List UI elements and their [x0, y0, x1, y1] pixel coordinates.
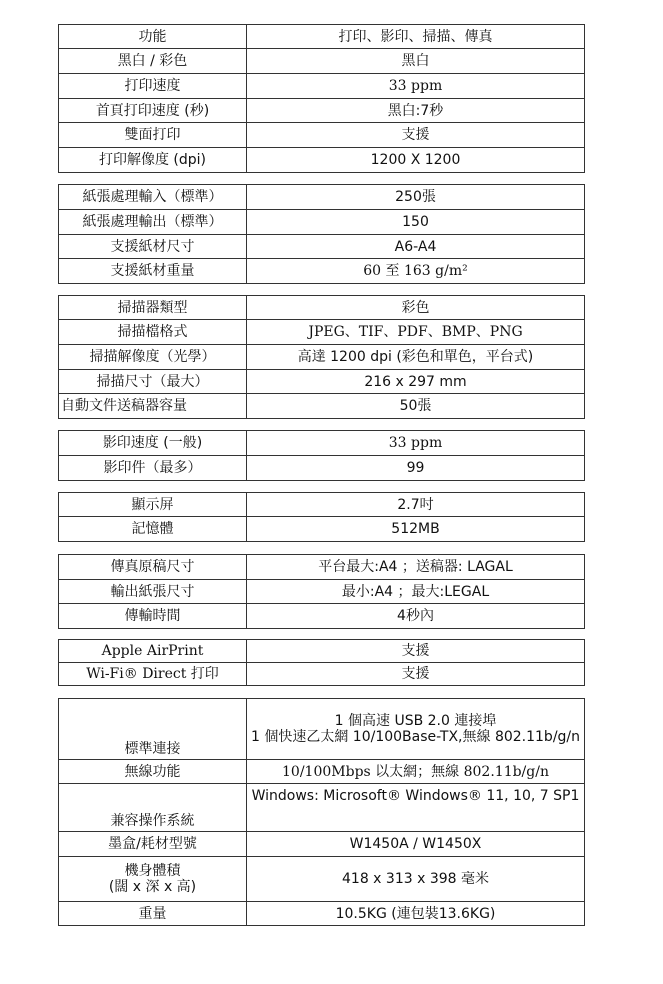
- table-row: [59, 760, 585, 784]
- spec-label-line: (闊 x 深 x 高): [108, 879, 197, 895]
- spec-value: A6-A4: [247, 235, 585, 259]
- spec-value: 彩色: [247, 296, 585, 320]
- spec-table-scan: [58, 295, 585, 419]
- table-row: [59, 99, 585, 123]
- table-row: [59, 580, 585, 604]
- spec-label: 首頁打印速度 (秒): [59, 99, 247, 123]
- spec-label: 雙面打印: [59, 123, 247, 148]
- table-row: [59, 123, 585, 148]
- spec-value: 最小:A4 ；最大:LEGAL: [247, 580, 585, 604]
- spec-value: Windows: Microsoft® Windows® 11, 10, 7 SP1: [247, 784, 585, 832]
- spec-label: 重量: [59, 902, 247, 926]
- table-row: [59, 235, 585, 259]
- table-row: [59, 857, 585, 902]
- table-row: [59, 345, 585, 370]
- spec-value: 216 x 297 mm: [247, 370, 585, 394]
- table-row: [59, 394, 585, 419]
- table-row: [59, 555, 585, 580]
- table-row: [59, 431, 585, 456]
- spec-value: 10/100Mbps 以太網；無線 802.11b/g/n: [247, 760, 585, 784]
- table-row: [59, 604, 585, 629]
- spec-value-line: 1 個高速 USB 2.0 連接埠: [334, 713, 497, 729]
- spec-label: 墨盒/耗材型號: [59, 832, 247, 857]
- spec-value: 2.7吋: [247, 493, 585, 517]
- table-row: [59, 25, 585, 49]
- spec-label: 無線功能: [59, 760, 247, 784]
- spec-value: 支援: [247, 663, 585, 686]
- spec-value: 支援: [247, 123, 585, 148]
- table-row: [59, 49, 585, 74]
- spec-table-mobile-print: [58, 639, 585, 686]
- spec-value: 33 ppm: [247, 74, 585, 99]
- spec-value: 4秒內: [247, 604, 585, 629]
- spec-label: 掃描器類型: [59, 296, 247, 320]
- spec-label: 打印解像度 (dpi): [59, 148, 247, 173]
- spec-label: 黑白 / 彩色: [59, 49, 247, 74]
- spec-table-general: [58, 698, 585, 926]
- spec-value: 250張: [247, 185, 585, 210]
- spec-table-copy: [58, 430, 585, 481]
- table-row: [59, 784, 585, 832]
- spec-value: W1450A / W1450X: [247, 832, 585, 857]
- spec-value: JPEG、TIF、PDF、BMP、PNG: [247, 320, 585, 345]
- spec-label: 兼容操作系統: [59, 784, 247, 832]
- spec-table-display: [58, 492, 585, 542]
- spec-label: 打印速度: [59, 74, 247, 99]
- table-row: [59, 259, 585, 284]
- spec-table-paper: [58, 184, 585, 284]
- table-row: [59, 832, 585, 857]
- spec-table-function: [58, 24, 585, 173]
- spec-label: 記憶體: [59, 517, 247, 542]
- spec-value: 33 ppm: [247, 431, 585, 456]
- table-row: [59, 699, 585, 760]
- spec-value: 418 x 313 x 398 毫米: [247, 857, 585, 902]
- spec-label: 掃描解像度（光學）: [59, 345, 247, 370]
- spec-label: 影印速度 (一般): [59, 431, 247, 456]
- table-row: [59, 493, 585, 517]
- spec-label: 紙張處理輸出（標準）: [59, 210, 247, 235]
- table-row: [59, 370, 585, 394]
- spec-label: 影印件（最多）: [59, 456, 247, 481]
- spec-label: 掃描檔格式: [59, 320, 247, 345]
- spec-value: [247, 699, 585, 760]
- table-row: [59, 517, 585, 542]
- spec-value: 黑白:7秒: [247, 99, 585, 123]
- spec-value: 99: [247, 456, 585, 481]
- spec-label: 紙張處理輸入（標準）: [59, 185, 247, 210]
- table-row: [59, 320, 585, 345]
- spec-label: 自動文件送稿器容量: [59, 394, 247, 419]
- table-row: [59, 74, 585, 99]
- spec-label: 輸出紙張尺寸: [59, 580, 247, 604]
- spec-label: Apple AirPrint: [59, 640, 247, 663]
- spec-label: [59, 857, 247, 902]
- table-row: [59, 185, 585, 210]
- table-row: [59, 456, 585, 481]
- table-row: [59, 640, 585, 663]
- table-row: [59, 663, 585, 686]
- spec-table-fax: [58, 554, 585, 629]
- spec-label: 支援紙材尺寸: [59, 235, 247, 259]
- spec-value: 黑白: [247, 49, 585, 74]
- table-row: [59, 296, 585, 320]
- spec-value: 10.5KG (連包裝13.6KG): [247, 902, 585, 926]
- table-row: [59, 902, 585, 926]
- spec-label: 傳真原稿尺寸: [59, 555, 247, 580]
- spec-label: 功能: [59, 25, 247, 49]
- spec-value-line: 1 個快速乙太網 10/100Base-TX,無線 802.11b/g/n: [250, 729, 581, 745]
- spec-value: 打印、影印、掃描、傳真: [247, 25, 585, 49]
- spec-label: Wi-Fi® Direct 打印: [59, 663, 247, 686]
- spec-value: 60 至 163 g/m²: [247, 259, 585, 284]
- table-row: [59, 210, 585, 235]
- spec-value: 支援: [247, 640, 585, 663]
- spec-value: 平台最大:A4 ；送稿器: LAGAL: [247, 555, 585, 580]
- spec-label-line: 機身體積: [124, 863, 181, 879]
- spec-value: 1200 X 1200: [247, 148, 585, 173]
- spec-value: 512MB: [247, 517, 585, 542]
- spec-value: 150: [247, 210, 585, 235]
- table-row: [59, 148, 585, 173]
- spec-label: 顯示屏: [59, 493, 247, 517]
- spec-label: 掃描尺寸（最大）: [59, 370, 247, 394]
- spec-label: 標準連接: [59, 699, 247, 760]
- spec-value: 50張: [247, 394, 585, 419]
- spec-label: 傳輸時間: [59, 604, 247, 629]
- spec-label: 支援紙材重量: [59, 259, 247, 284]
- spec-value: 高達 1200 dpi (彩色和單色，平台式): [247, 345, 585, 370]
